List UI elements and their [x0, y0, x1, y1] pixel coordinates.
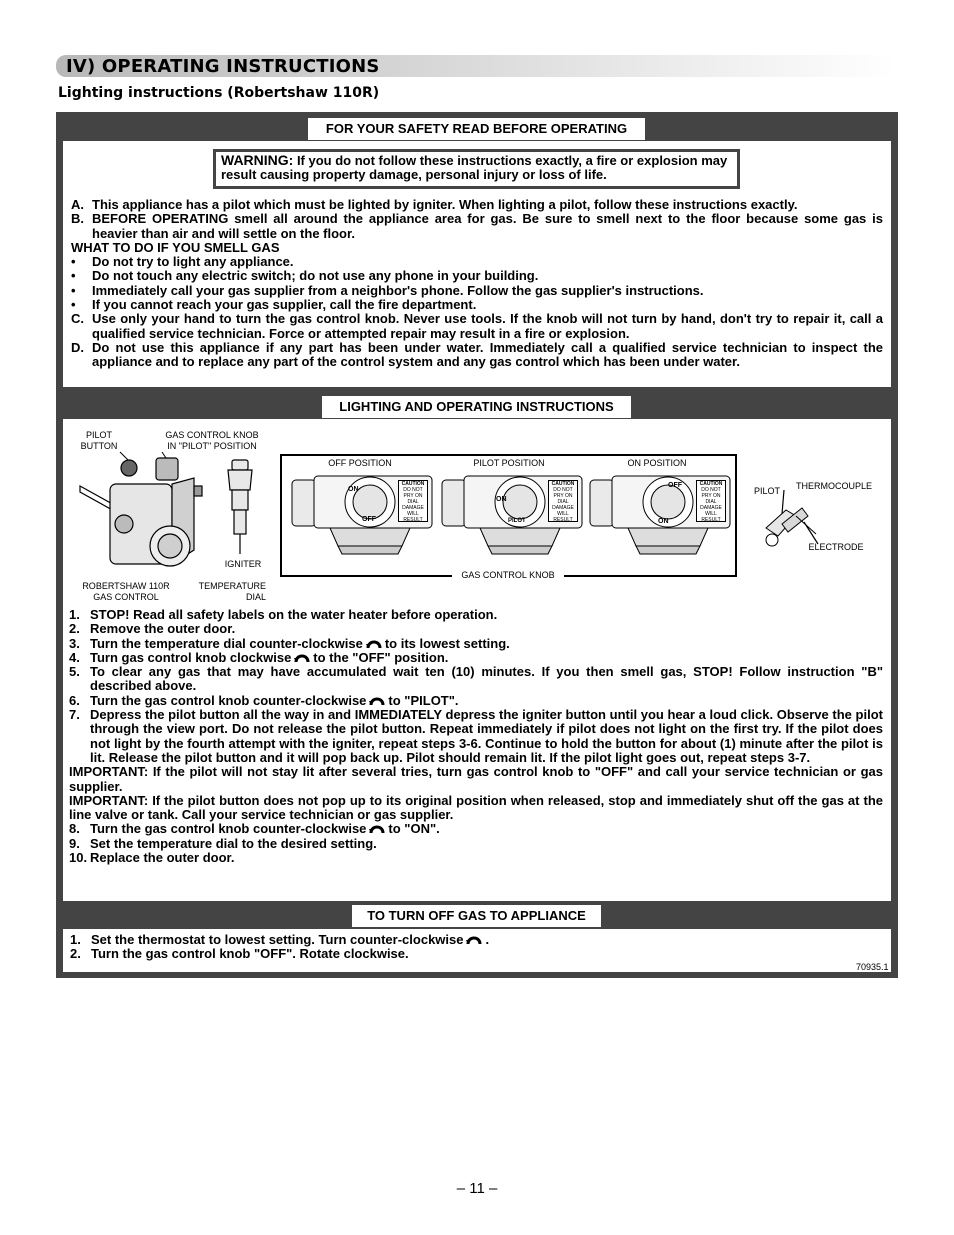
list-item	[71, 255, 883, 269]
list-item	[70, 933, 870, 947]
label-thermocouple: THERMOCOUPLE	[795, 481, 872, 491]
list-marker: 1.	[69, 607, 80, 622]
list-text: Set the temperature dial to the desired setting.	[90, 835, 377, 851]
list-text: Do not use this appliance if any part has been under water. Immediately call a qualified service technician to inspect the appliance and to replace any part of the control system and any gas control which has been under water.	[92, 339, 883, 370]
list-item	[71, 298, 883, 312]
list-text: Do not try to light any appliance.	[92, 254, 294, 270]
rotate-arrow-icon	[466, 933, 482, 945]
list-text	[91, 933, 870, 947]
list-text: This appliance has a pilot which must be lighted by igniter. When lighting a pilot, follow these instructions exactly.	[92, 197, 798, 212]
list-marker: C.	[71, 311, 84, 327]
list-marker: 2.	[69, 621, 80, 637]
list-text	[90, 694, 883, 708]
label-knob-pilot: GAS CONTROL KNOB IN "PILOT" POSITION	[165, 430, 259, 451]
list-item	[69, 694, 883, 708]
list-marker: 9.	[69, 835, 80, 851]
lighting-steps-list	[69, 608, 883, 865]
list-text: STOP! Read all safety labels on the water heater before operation.	[90, 607, 498, 622]
list-marker: •	[71, 254, 76, 270]
list-text: Remove the outer door.	[90, 621, 236, 637]
page-number: – 11 –	[456, 1180, 498, 1197]
list-text: Immediately call your gas supplier from a neighbor's phone. Follow the gas supplier's instructions.	[92, 282, 704, 298]
label-on-position: ON POSITION	[627, 458, 687, 468]
turn-off-header: TO TURN OFF GAS TO APPLIANCE	[352, 905, 601, 927]
list-item	[69, 822, 883, 836]
list-text: Use only your hand to turn the gas control knob. Never use tools. If the knob will not turn by hand, don't try to repair it, call a qualified service technician. Force or attempted repair may result in a fire or explosion.	[92, 311, 883, 341]
label-igniter: IGNITER	[224, 559, 262, 569]
list-text	[90, 822, 883, 836]
list-marker: 4.	[69, 649, 80, 665]
list-text	[90, 637, 883, 651]
list-text-pre: Turn the gas control knob counter-clockwise	[90, 692, 367, 708]
list-item	[71, 284, 883, 298]
list-item	[69, 851, 883, 865]
caution-label-on: CAUTION	[699, 481, 723, 487]
list-text-post: to "ON".	[388, 821, 440, 837]
list-item	[70, 947, 870, 961]
label-pilot-button: PILOT BUTTON	[80, 430, 118, 451]
list-marker: •	[71, 297, 76, 313]
knob-unit-pilot	[440, 474, 584, 560]
list-text-post: to the "OFF" position.	[313, 649, 449, 665]
list-item	[71, 341, 883, 370]
knob-unit-on	[588, 474, 732, 560]
list-text-pre: Turn the gas control knob counter-clockwise	[90, 821, 367, 837]
list-marker: D.	[71, 339, 84, 355]
list-text: To clear any gas that may have accumulated wait ten (10) minutes. If you then smell gas, STOP! Follow instruction "B" described above.	[90, 664, 883, 694]
list-item	[71, 212, 883, 241]
list-marker: 10.	[69, 850, 88, 866]
list-item	[71, 312, 883, 341]
knob-off-caution-box	[398, 480, 428, 522]
rotate-arrow-icon	[366, 637, 382, 649]
gas-control-illustration	[72, 450, 212, 580]
list-text-pre: Set the thermostat to lowest setting. Turn counter-clockwise	[91, 932, 464, 947]
list-marker: •	[71, 282, 76, 298]
caution-label-pilot: CAUTION	[551, 481, 575, 487]
knob-on-caution-box	[696, 480, 726, 522]
list-text: Turn the gas control knob "OFF". Rotate clockwise.	[91, 946, 409, 962]
list-text: Depress the pilot button all the way in and IMMEDIATELY depress the igniter button until you hear a loud click. Observe the pilot through the view port. Do not release the pilot button. Repeat immediately if pilot does not light on the first try. If the pilot does not light by the fourth attempt with the igniter, repeat steps 3-6. Continue to hold the button for about (1) minute after the pilot is lit. Release the pilot button and it will pop back up. Pilot should remain lit. If the pilot light goes out, repeat steps 3-7.	[90, 707, 883, 765]
lighting-header: LIGHTING AND OPERATING INSTRUCTIONS	[322, 396, 631, 418]
caution-label-off: CAUTION	[401, 481, 425, 487]
list-item	[69, 837, 883, 851]
list-marker: 1.	[70, 932, 81, 947]
important-note: IMPORTANT: If the pilot will not stay lit after several tries, turn gas control knob to "OFF" and call your service technician or gas supplier.	[69, 764, 883, 794]
knob-on-word-off: OFF	[668, 482, 682, 489]
list-item	[69, 622, 883, 636]
list-item	[71, 198, 883, 212]
important-note: IMPORTANT: If the pilot button does not pop up to its original position when released, stop and immediately shut off the gas at the line valve or tank. Call your service technician or gas supplier.	[69, 792, 883, 823]
list-marker: 6.	[69, 692, 80, 708]
list-item	[69, 708, 883, 765]
rotate-arrow-icon	[369, 822, 385, 834]
list-item	[69, 665, 883, 694]
list-marker: A.	[71, 197, 84, 212]
document-code: 70935.1	[856, 962, 889, 972]
list-text-post: .	[485, 932, 490, 947]
list-marker: B.	[71, 211, 84, 227]
safety-list	[71, 198, 883, 370]
label-pilot: PILOT	[753, 486, 780, 496]
caution-text-off: DO NOT PRY ON DIAL DAMAGE WILL RESULT	[402, 487, 424, 522]
knob-unit-off	[290, 474, 434, 560]
knob-on-word-on: ON	[658, 518, 669, 525]
label-temperature-dial: TEMPERATURE DIAL	[198, 581, 266, 602]
list-text: Replace the outer door.	[90, 850, 235, 866]
list-marker: 2.	[70, 946, 81, 962]
list-item	[71, 269, 883, 283]
label-pilot-position: PILOT POSITION	[473, 458, 545, 468]
knob-off-word-off: OFF	[362, 516, 376, 523]
list-marker: •	[71, 268, 76, 284]
list-text-post: to its lowest setting.	[384, 635, 510, 651]
knob-off-word-on: ON	[348, 486, 359, 493]
list-text: BEFORE OPERATING smell all around the appliance area for gas. Be sure to smell next to the floor because some gas is heavier than air and will settle on the floor.	[92, 211, 883, 241]
label-gas-control-knob: GAS CONTROL KNOB	[452, 570, 564, 581]
safety-header: FOR YOUR SAFETY READ BEFORE OPERATING	[308, 118, 645, 140]
knob-pilot-word-pilot: PILOT	[508, 518, 526, 524]
rotate-arrow-icon	[369, 694, 385, 706]
label-electrode: ELECTRODE	[808, 542, 864, 552]
list-text-pre: Turn the temperature dial counter-clockwise	[90, 635, 363, 651]
subtitle: Lighting instructions (Robertshaw 110R)	[58, 85, 380, 101]
caution-text-on: DO NOT PRY ON DIAL DAMAGE WILL RESULT	[700, 487, 722, 522]
warning-title: WARNING:	[221, 152, 294, 168]
warning-box	[213, 149, 740, 189]
list-item	[69, 608, 883, 622]
turn-off-list	[70, 933, 870, 962]
list-text	[90, 651, 883, 665]
label-off-position: OFF POSITION	[328, 458, 392, 468]
list-marker: 5.	[69, 664, 80, 680]
list-text: If you cannot reach your gas supplier, call the fire department.	[92, 297, 477, 313]
list-item	[69, 637, 883, 651]
list-marker: 3.	[69, 635, 80, 651]
knob-pilot-caution-box	[548, 480, 578, 522]
knob-pilot-word-on: ON	[496, 496, 507, 503]
caution-text-pilot: DO NOT PRY ON DIAL DAMAGE WILL RESULT	[552, 487, 574, 522]
section-title: IV) OPERATING INSTRUCTIONS	[66, 56, 380, 77]
igniter-illustration	[222, 458, 258, 556]
rotate-arrow-icon	[294, 651, 310, 663]
list-text-pre: Turn gas control knob clockwise	[90, 649, 292, 665]
warning-text: If you do not follow these instructions exactly, a fire or explosion may result causing property damage, personal injury or loss of life.	[221, 153, 728, 182]
list-heading: WHAT TO DO IF YOU SMELL GAS	[71, 239, 280, 255]
label-robertshaw-control: ROBERTSHAW 110R GAS CONTROL	[82, 581, 170, 602]
list-marker: 8.	[69, 821, 80, 837]
list-marker: 7.	[69, 707, 80, 723]
list-text-post: to "PILOT".	[388, 692, 459, 708]
list-item	[69, 651, 883, 665]
list-text: Do not touch any electric switch; do not use any phone in your building.	[92, 268, 539, 284]
